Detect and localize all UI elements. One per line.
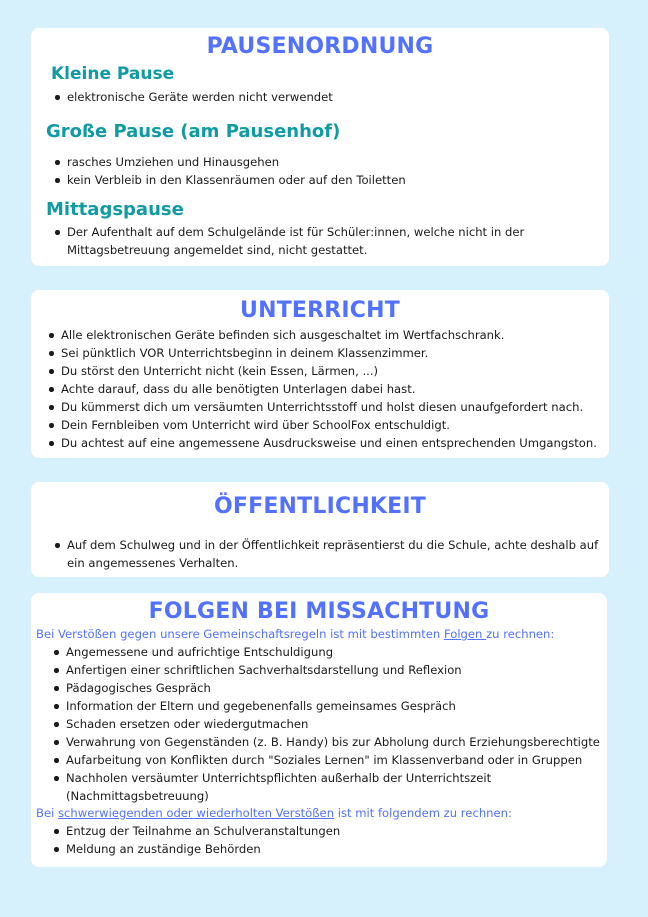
schwere-intro [36,804,604,822]
mittagspause-heading: Mittagspause [46,199,184,220]
list-item: Anfertigen einer schriftlichen Sachverhaltsdarstellung und Reflexion [51,661,604,679]
unterricht-list [46,326,606,452]
oeffentlichkeit-card [31,482,609,577]
folgen-intro [36,625,604,643]
list-item: Du achtest auf eine angemessene Ausdrucksweise und einen entsprechenden Umgangston. [46,434,606,452]
schwere-link[interactable]: schwerwiegenden oder wiederholten Verstößen [58,806,335,820]
list-item: Verwahrung von Gegenständen (z. B. Handy) bis zur Abholung durch Erziehungsberechtigte [51,733,604,751]
list-item: kein Verbleib in den Klassenräumen oder auf den Toiletten [52,171,602,189]
kleine-pause-list [52,88,602,106]
unterricht-card [31,290,609,458]
list-item: rasches Umziehen und Hinausgehen [52,153,602,171]
folgen-list [51,643,604,805]
list-item: Entzug der Teilnahme an Schulveranstaltungen [51,822,604,840]
folgen-intro-text-end: zu rechnen: [486,627,555,641]
list-item: elektronische Geräte werden nicht verwendet [52,88,602,106]
oeffentlichkeit-title: ÖFFENTLICHKEIT [213,494,427,519]
list-item: Du störst den Unterricht nicht (kein Essen, Lärmen, ...) [46,362,606,380]
grosse-pause-heading: Große Pause (am Pausenhof) [46,121,341,142]
list-item: Dein Fernbleiben vom Unterricht wird über SchoolFox entschuldigt. [46,416,606,434]
oeffentlichkeit-list [52,536,605,572]
list-item: Angemessene und aufrichtige Entschuldigung [51,643,604,661]
kleine-pause-heading: Kleine Pause [51,64,175,84]
list-item: Meldung an zuständige Behörden [51,840,604,858]
list-item: Alle elektronischen Geräte befinden sich ausgeschaltet im Wertfachschrank. [46,326,606,344]
list-item: Auf dem Schulweg und in der Öffentlichkeit repräsentierst du die Schule, achte deshalb auf ein angemessenes Verhalten. [52,536,605,572]
unterricht-title: UNTERRICHT [240,298,400,323]
folgen-title: FOLGEN BEI MISSACHTUNG [148,599,490,624]
pausenordnung-title: PAUSENORDNUNG [206,34,434,59]
list-item: Nachholen versäumter Unterrichtspflichten außerhalb der Unterrichtszeit (Nachmittagsbetreuung) [51,769,604,805]
list-item: Schaden ersetzen oder wiedergutmachen [51,715,604,733]
folgen-intro-text: Bei Verstößen gegen unsere Gemeinschaftsregeln ist mit bestimmten [36,627,444,641]
list-item: Sei pünktlich VOR Unterrichtsbeginn in deinem Klassenzimmer. [46,344,606,362]
folgen-card [31,593,607,867]
list-item: Achte darauf, dass du alle benötigten Unterlagen dabei hast. [46,380,606,398]
folgen-link[interactable]: Folgen [443,627,487,641]
pausenordnung-card [31,28,609,266]
schwere-intro-text-end: ist mit folgendem zu rechnen: [334,806,512,820]
grosse-pause-list [52,153,602,189]
schwere-intro-text: Bei [36,806,58,820]
list-item: Der Aufenthalt auf dem Schulgelände ist für Schüler:innen, welche nicht in der Mittagsbetreuung angemeldet sind, nicht gestattet. [52,223,607,259]
mittagspause-list [52,223,607,259]
schwere-list [51,822,604,858]
list-item: Du kümmerst dich um versäumten Unterrichtsstoff und holst diesen unaufgefordert nach. [46,398,606,416]
list-item: Aufarbeitung von Konflikten durch "Soziales Lernen" im Klassenverband oder in Gruppen [51,751,604,769]
list-item: Information der Eltern und gegebenenfalls gemeinsames Gespräch [51,697,604,715]
list-item: Pädagogisches Gespräch [51,679,604,697]
